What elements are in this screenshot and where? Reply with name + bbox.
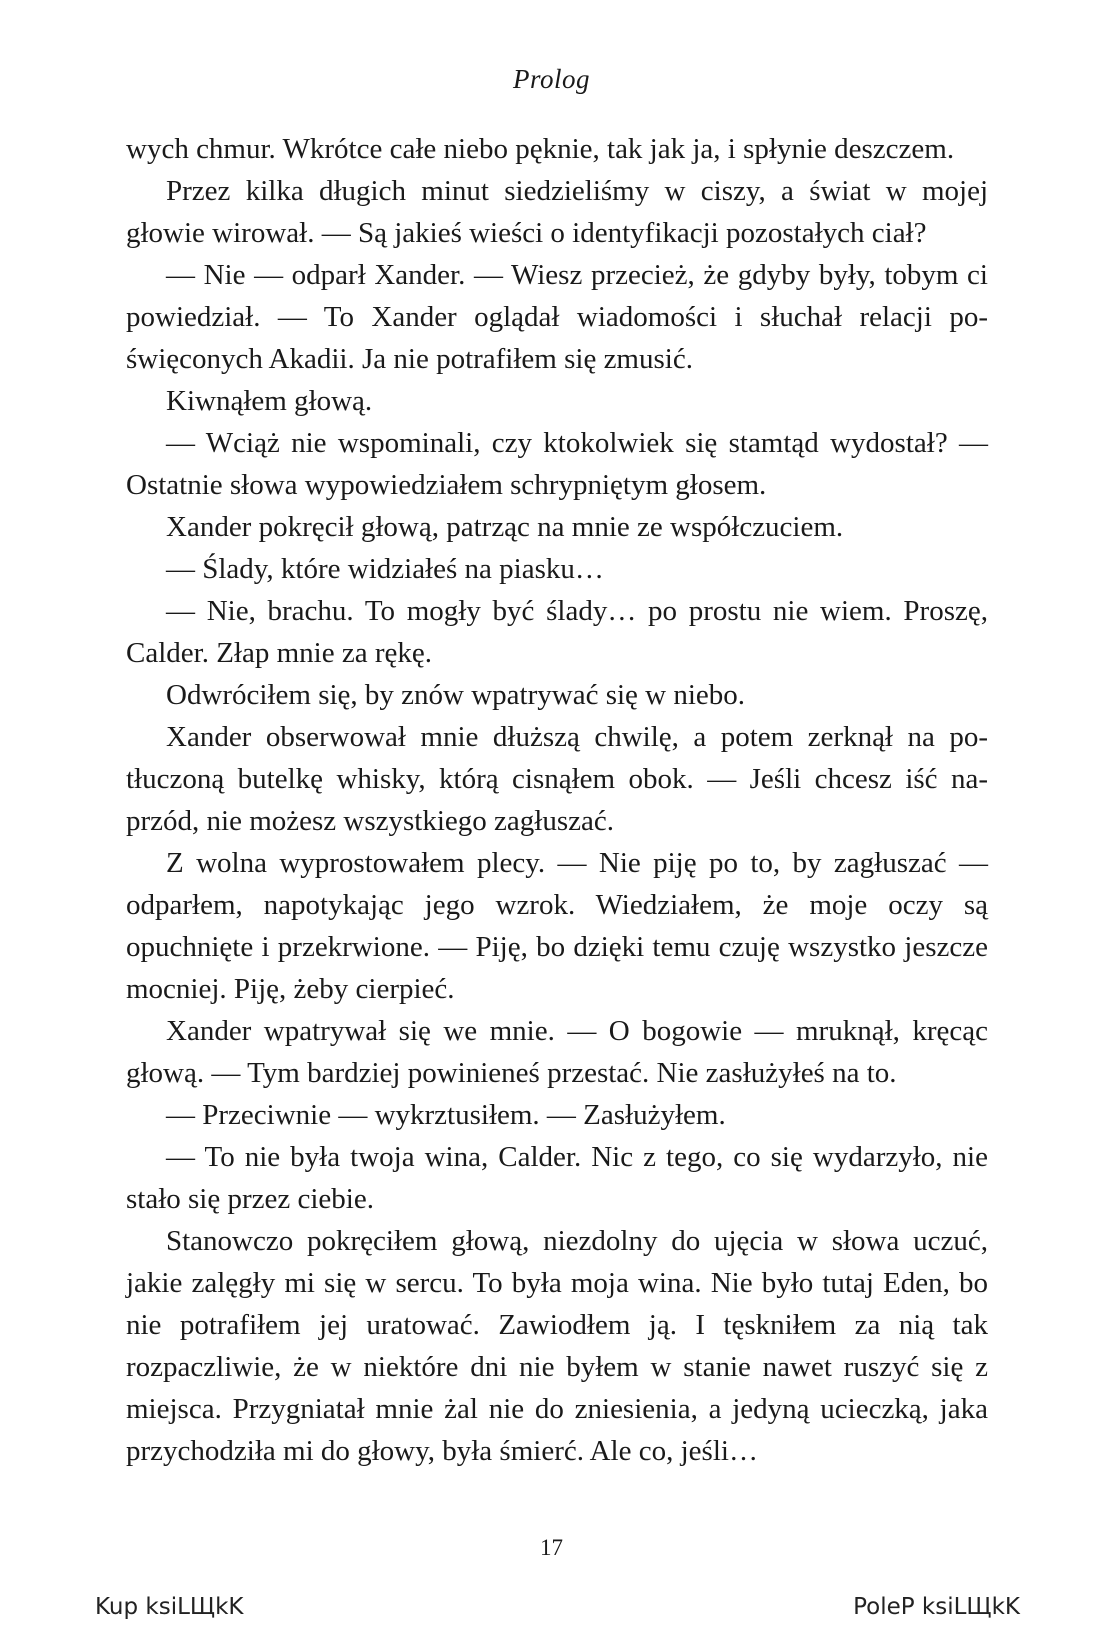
body-text: [126, 128, 988, 1472]
running-head: Prolog: [513, 64, 590, 94]
paragraph: Z wolna wyprostowałem plecy. — Nie piję po to, by zagłuszać — odparłem, napotykając jego wzrok. Wiedziałem, że moje oczy są opuchnięte i przekrwione. — Piję, bo dzięki temu czuję wszystko jeszcze mocniej. Piję, żeby cierpieć.: [126, 847, 988, 1005]
paragraph: Xander pokręcił głową, patrząc na mnie ze współczuciem.: [166, 511, 844, 543]
paragraph: — Nie — odparł Xander. — Wiesz przecież, że gdyby były, tobym ci powiedział. — To Xander oglądał wiadomości i słuchał relacji poświęconych Akadii. Ja nie potrafiłem się zmusić.: [126, 259, 988, 375]
paragraph: Przez kilka długich minut siedzieliśmy w ciszy, a świat w mojej głowie wirował. — Są jakieś wieści o identyfikacji pozostałych ciał?: [126, 175, 988, 249]
paragraph: wych chmur. Wkrótce całe niebo pęknie, tak jak ja, i spłynie deszczem.: [126, 133, 955, 165]
paragraph: — Wciąż nie wspominali, czy ktokolwiek się stamtąd wydostał? — Ostatnie słowa wypowiedziałem schrypniętym głosem.: [126, 427, 988, 501]
paragraph: Xander wpatrywał się we mnie. — O bogowie — mruknął, kręcąc głową. — Tym bardziej powinieneś przestać. Nie zasłużyłeś na to.: [126, 1015, 988, 1089]
footer-recommend-book-link[interactable]: PoleP ksiLЩkK: [853, 1594, 1020, 1620]
paragraph: Kiwnąłem głową.: [166, 385, 373, 417]
page-number: 17: [540, 1535, 563, 1560]
paragraph: Xander obserwował mnie dłuższą chwilę, a potem zerknął na potłuczoną butelkę whisky, którą cisnąłem obok. — Jeśli chcesz iść naprzód, nie możesz wszystkiego zagłuszać.: [126, 721, 988, 837]
paragraph: Stanowczo pokręciłem głową, niezdolny do ujęcia w słowa uczuć, jakie zalęgły mi się w sercu. To była moja wina. Nie było tutaj Eden, bo nie potrafiłem jej uratować. Zawiodłem ją. I tęskniłem za nią tak rozpaczliwie, że w niektóre dni nie byłem w stanie nawet ruszyć się z miejsca. Przygniatał mnie żal nie do zniesienia, a jedyną ucieczką, jaka przychodziła mi do głowy, była śmierć. Ale co, jeśli…: [126, 1225, 988, 1467]
paragraph: — Ślady, które widziałeś na piasku…: [166, 553, 604, 585]
paragraph: — Przeciwnie — wykrztusiłem. — Zasłużyłem.: [166, 1099, 726, 1131]
paragraph: — Nie, brachu. To mogły być ślady… po prostu nie wiem. Proszę, Calder. Złap mnie za rękę.: [126, 595, 988, 669]
paragraph: — To nie była twoja wina, Calder. Nic z tego, co się wydarzyło, nie stało się przez ciebie.: [126, 1141, 988, 1215]
footer-buy-book-link[interactable]: Kup ksiLЩkK: [95, 1594, 244, 1620]
paragraph: Odwróciłem się, by znów wpatrywać się w niebo.: [166, 679, 746, 711]
